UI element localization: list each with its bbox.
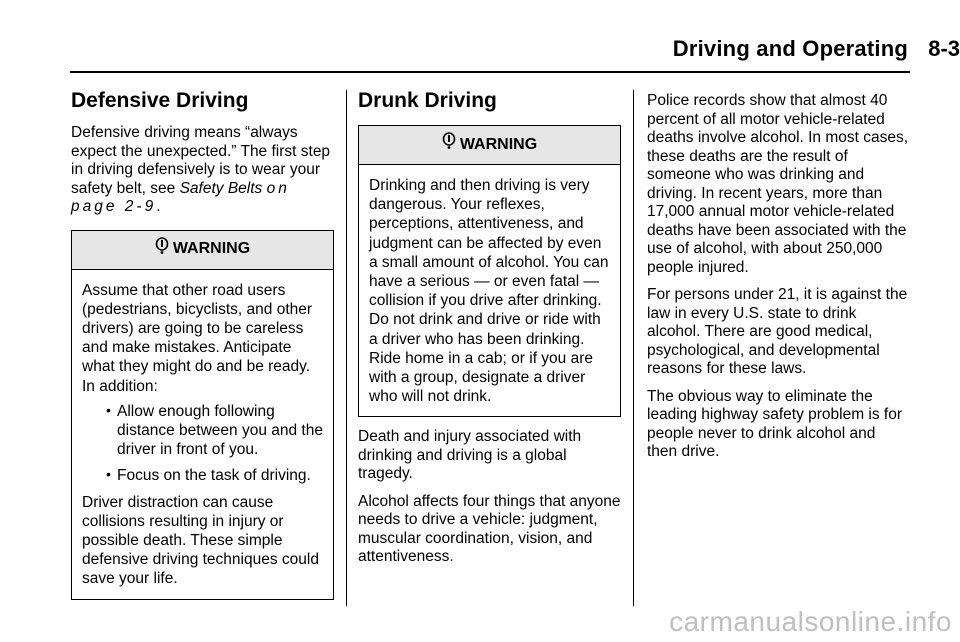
xref-page-reference[interactable]: on page 2-9	[71, 179, 290, 215]
intro-end: .	[156, 198, 161, 215]
column-continued	[647, 92, 909, 471]
warning-icon	[442, 132, 456, 156]
drunk-paragraph-2: Alcohol affects four things that anyone needs to drive a vehicle: judgment, muscular coordination, vision, and attentiveness.	[358, 492, 621, 566]
warning-box-defensive	[71, 230, 334, 600]
column-divider-2	[633, 90, 634, 606]
section-title-drunk-driving: Drunk Driving	[358, 89, 497, 112]
chapter-title: Driving and Operating	[672, 36, 908, 61]
warning-body	[72, 270, 333, 599]
bullet-text: Focus on the task of driving.	[117, 467, 311, 485]
column-defensive-driving	[71, 88, 334, 600]
warning-label: WARNING	[172, 240, 251, 258]
bullet-text: Allow enough following distance between you and the driver in front of you.	[117, 402, 323, 459]
warning-text: Drinking and then driving is very dangerous. Your reflexes, perceptions, attentiveness, and judgment can be affected by even a small amount of alcohol. You can have a serious — or even fatal — collision if you drive after drinking. Do not drink and drive or ride with a driver who has been drinking. Ride home in a cab; or if you are with a group, designate a driver who will not drink.	[369, 177, 609, 406]
warning-label: WARNING	[459, 135, 538, 153]
defensive-intro	[71, 124, 334, 217]
warning-header	[72, 231, 333, 270]
warning-header	[359, 126, 620, 165]
warning-body	[359, 165, 620, 416]
warning-text-2: Driver distraction can cause collisions resulting in injury or possible death. These simple defensive driving techniques could save your life.	[82, 493, 319, 588]
drunk-paragraph-1: Death and injury associated with drinking and driving is a global tragedy.	[358, 428, 582, 483]
bullet-dot: •	[106, 401, 111, 418]
warning-icon	[155, 237, 169, 261]
right-paragraph-2: For persons under 21, it is against the law in every U.S. state to drink alcohol. There are good medical, psychological, and developmental reasons for these laws.	[647, 286, 908, 377]
intro-text: Defensive driving means “always expect the unexpected.” The first step in driving defensively is to wear your safety belt, see	[71, 124, 331, 197]
watermark: carmanualsonline.info	[669, 606, 952, 637]
warning-text-1: Assume that other road users (pedestrians, bicyclists, and other drivers) are going to be careless and make mistakes. Anticipate what they might do and be ready. In addition:	[82, 281, 313, 395]
bullet-dot: •	[106, 466, 111, 483]
header-rule	[70, 71, 910, 73]
column-divider-1	[346, 90, 347, 606]
right-paragraph-1: Police records show that almost 40 percent of all motor vehicle-related deaths involve alcohol. In most cases, these deaths are the result of someone who was drinking and driving. In recent years, more than 17,000 annual motor vehicle-related deaths have been associated with the use of alcohol, with about 250,000 people injured.	[647, 92, 909, 276]
warning-bullet-list	[82, 402, 323, 486]
list-item	[82, 466, 323, 485]
page-header	[0, 0, 960, 70]
xref-safety-belts[interactable]: Safety Belts	[179, 179, 263, 197]
column-drunk-driving	[358, 88, 621, 576]
right-paragraph-3: The obvious way to eliminate the leading highway safety problem is for people never to drink alcohol and then drive.	[647, 387, 903, 460]
section-title-defensive-driving: Defensive Driving	[71, 89, 249, 112]
list-item	[82, 402, 323, 460]
warning-box-drunk	[358, 125, 621, 417]
page-number: 8-3	[928, 36, 960, 61]
